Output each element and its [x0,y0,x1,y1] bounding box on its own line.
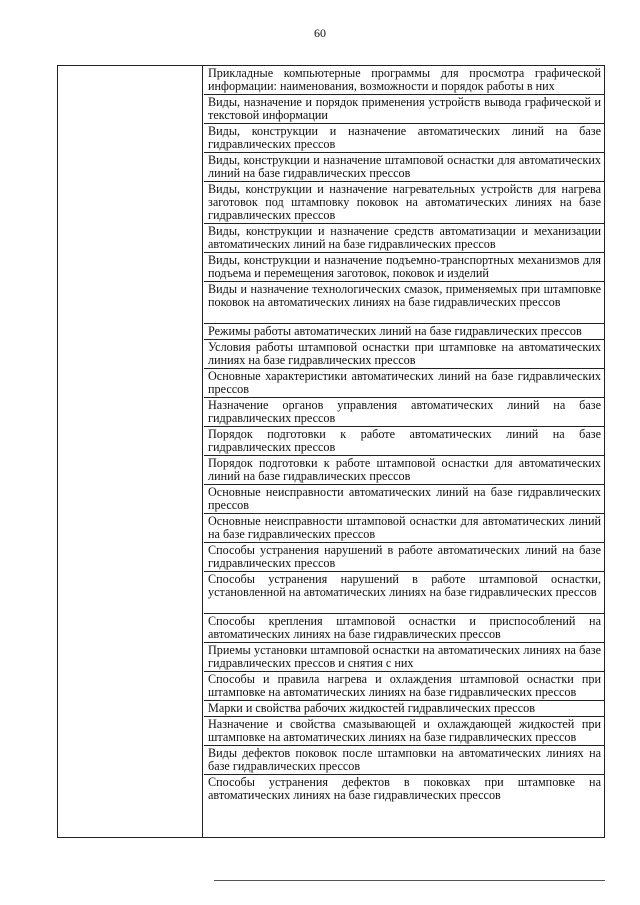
table-row [204,572,604,614]
row-text: Назначение и свойства смазывающей и охлаждающей жидкостей при штамповке на автоматических линиях на базе гидравлических прессов [208,717,601,744]
row-text: Виды и назначение технологических смазок, применяемых при штамповке поковок на автоматических линиях на базе гидравлических прессов [208,282,601,309]
row-text: Способы устранения дефектов в поковках при штамповке на автоматических линиях на базе гидравлических прессов [208,775,601,802]
requirements-table [57,65,605,838]
table-row [204,543,604,572]
row-text: Основные неисправности автоматических линий на базе гидравлических прессов [208,485,601,512]
table-row [204,643,604,672]
table-row [204,701,604,717]
row-text: Способы устранения нарушений в работе штамповой оснастки, установленной на автоматических линиях на базе гидравлических прессов [208,572,601,599]
footer-rule [214,880,605,881]
table-row [204,66,604,95]
row-text: Марки и свойства рабочих жидкостей гидравлических прессов [208,701,535,715]
row-text: Виды, конструкции и назначение средств автоматизации и механизации автоматических линий на базе гидравлических прессов [208,224,601,251]
row-text: Назначение органов управления автоматических линий на базе гидравлических прессов [208,398,601,425]
table-row [204,485,604,514]
table-row [204,182,604,224]
row-text: Прикладные компьютерные программы для просмотра графической информации: наименования, возможности и порядок работы в них [208,66,601,93]
row-text: Способы крепления штамповой оснастки и приспособлений на автоматических линиях на базе гидравлических прессов [208,614,601,641]
row-text: Виды, конструкции и назначение подъемно-транспортных механизмов для подъема и перемещения заготовок, поковок и изделий [208,253,601,280]
table-left-column [58,66,203,837]
table-row [204,253,604,282]
row-text: Виды, назначение и порядок применения устройств вывода графической и текстовой информации [208,95,601,122]
row-text: Порядок подготовки к работе штамповой оснастки для автоматических линий на базе гидравлических прессов [208,456,601,483]
table-row [204,324,604,340]
row-text: Порядок подготовки к работе автоматических линий на базе гидравлических прессов [208,427,601,454]
row-text: Виды, конструкции и назначение автоматических линий на базе гидравлических прессов [208,124,601,151]
table-row [204,775,604,804]
row-text: Способы и правила нагрева и охлаждения штамповой оснастки при штамповке на автоматических линиях на базе гидравлических прессов [208,672,601,699]
row-text: Виды, конструкции и назначение нагревательных устройств для нагрева заготовок под штамповку поковок на автоматических линиях на базе гидравлических прессов [208,182,601,222]
table-row [204,124,604,153]
table-row [204,427,604,456]
row-text: Режимы работы автоматических линий на базе гидравлических прессов [208,324,582,338]
table-row [204,514,604,543]
table-row [204,224,604,253]
table-row [204,282,604,324]
row-text: Виды дефектов поковок после штамповки на автоматических линиях на базе гидравлических прессов [208,746,601,773]
table-row [204,95,604,124]
table-row [204,746,604,775]
row-text: Способы устранения нарушений в работе автоматических линий на базе гидравлических прессов [208,543,601,570]
table-row [204,398,604,427]
table-rows [204,66,604,804]
row-text: Приемы установки штамповой оснастки на автоматических линиях на базе гидравлических прессов и снятия с них [208,643,601,670]
row-text: Основные неисправности штамповой оснастки для автоматических линий на базе гидравлических прессов [208,514,601,541]
table-row [204,340,604,369]
page-number: 60 [314,26,326,40]
table-row [204,717,604,746]
table-row [204,153,604,182]
table-row [204,369,604,398]
row-text: Виды, конструкции и назначение штамповой оснастки для автоматических линий на базе гидравлических прессов [208,153,601,180]
row-text: Условия работы штамповой оснастки при штамповке на автоматических линиях на базе гидравлических прессов [208,340,601,367]
table-row [204,672,604,701]
table-row [204,456,604,485]
row-text: Основные характеристики автоматических линий на базе гидравлических прессов [208,369,601,396]
table-row [204,614,604,643]
